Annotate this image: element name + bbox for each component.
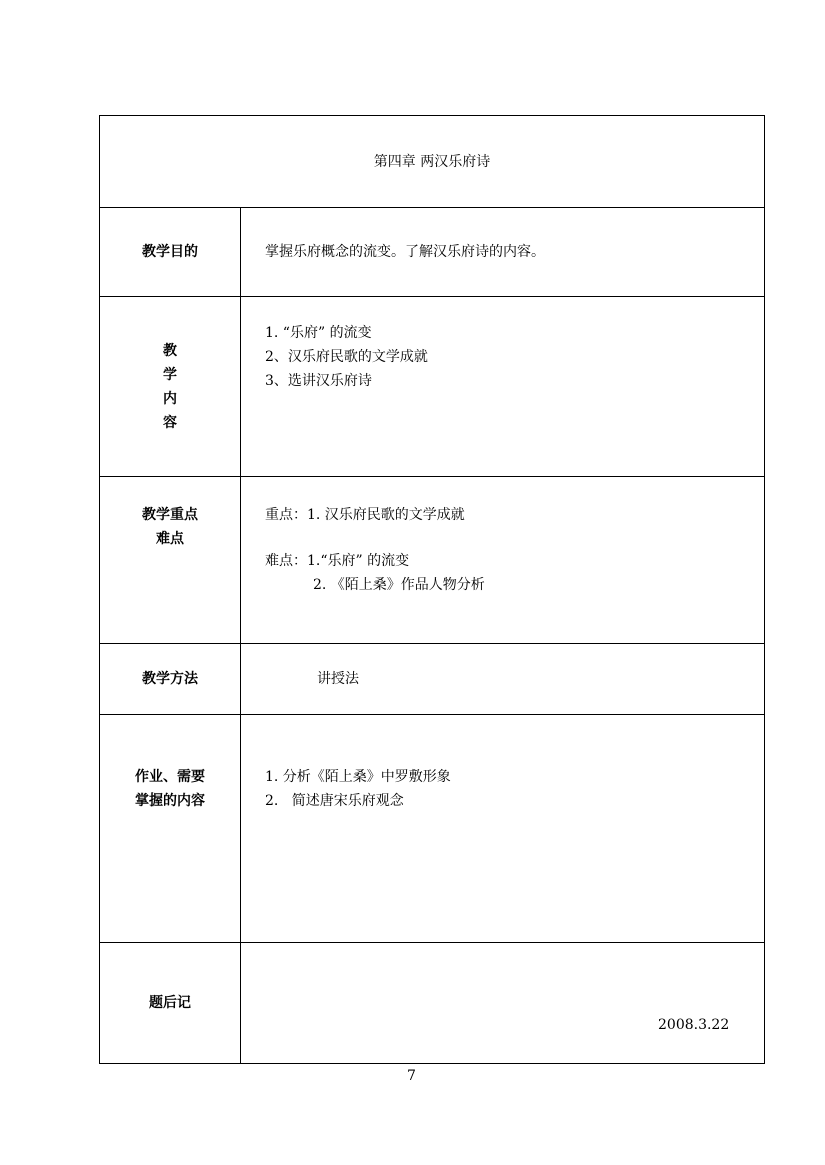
- row-teaching-method: [100, 644, 765, 715]
- page-number: 7: [407, 1068, 416, 1084]
- document-date: 2008.3.22: [658, 1017, 730, 1033]
- teaching-purpose-text: 掌握乐府概念的流变。了解汉乐府诗的内容。: [241, 208, 765, 297]
- teaching-method-text: [241, 644, 765, 715]
- key-points-text: [241, 477, 765, 644]
- label-teaching-content: [100, 297, 241, 477]
- label-homework: [100, 715, 241, 943]
- label-teaching-method: 教学方法: [100, 644, 241, 715]
- teaching-content-list: [241, 297, 765, 477]
- list-item: 1. 分析《陌上桑》中罗敷形象: [265, 769, 451, 785]
- label-line: 掌握的内容: [135, 793, 205, 809]
- label-char: 内: [163, 390, 177, 407]
- list-item: 3、选讲汉乐府诗: [265, 373, 372, 389]
- row-teaching-content: [100, 297, 765, 477]
- label-line: 作业、需要: [135, 769, 205, 785]
- label-line: 难点: [156, 531, 184, 547]
- label-char: 学: [163, 366, 177, 383]
- chapter-title: 第四章 两汉乐府诗: [100, 116, 765, 208]
- label-key-points: [100, 477, 241, 644]
- label-post-class-notes: 题后记: [100, 943, 241, 1064]
- difficult-point-line: 2. 《陌上桑》作品人物分析: [313, 577, 485, 593]
- key-point-line: 重点：1. 汉乐府民歌的文学成就: [265, 507, 465, 523]
- homework-list: [241, 715, 765, 943]
- row-teaching-purpose: [100, 208, 765, 297]
- list-item: 1. “乐府” 的流变: [265, 325, 372, 341]
- list-item: 2. 简述唐宋乐府观念: [265, 793, 404, 809]
- row-homework: [100, 715, 765, 943]
- lesson-plan-table: [99, 115, 765, 1064]
- row-key-points: [100, 477, 765, 644]
- post-class-notes-text: [241, 943, 765, 1064]
- row-post-class-notes: [100, 943, 765, 1064]
- list-item: 2、汉乐府民歌的文学成就: [265, 349, 428, 365]
- label-line: 教学重点: [142, 507, 198, 523]
- method-value: 讲授法: [317, 671, 359, 687]
- label-char: 教: [163, 342, 177, 359]
- label-teaching-purpose: 教学目的: [100, 208, 241, 297]
- label-char: 容: [163, 414, 177, 431]
- difficult-point-line: 难点：1.“乐府” 的流变: [265, 553, 410, 569]
